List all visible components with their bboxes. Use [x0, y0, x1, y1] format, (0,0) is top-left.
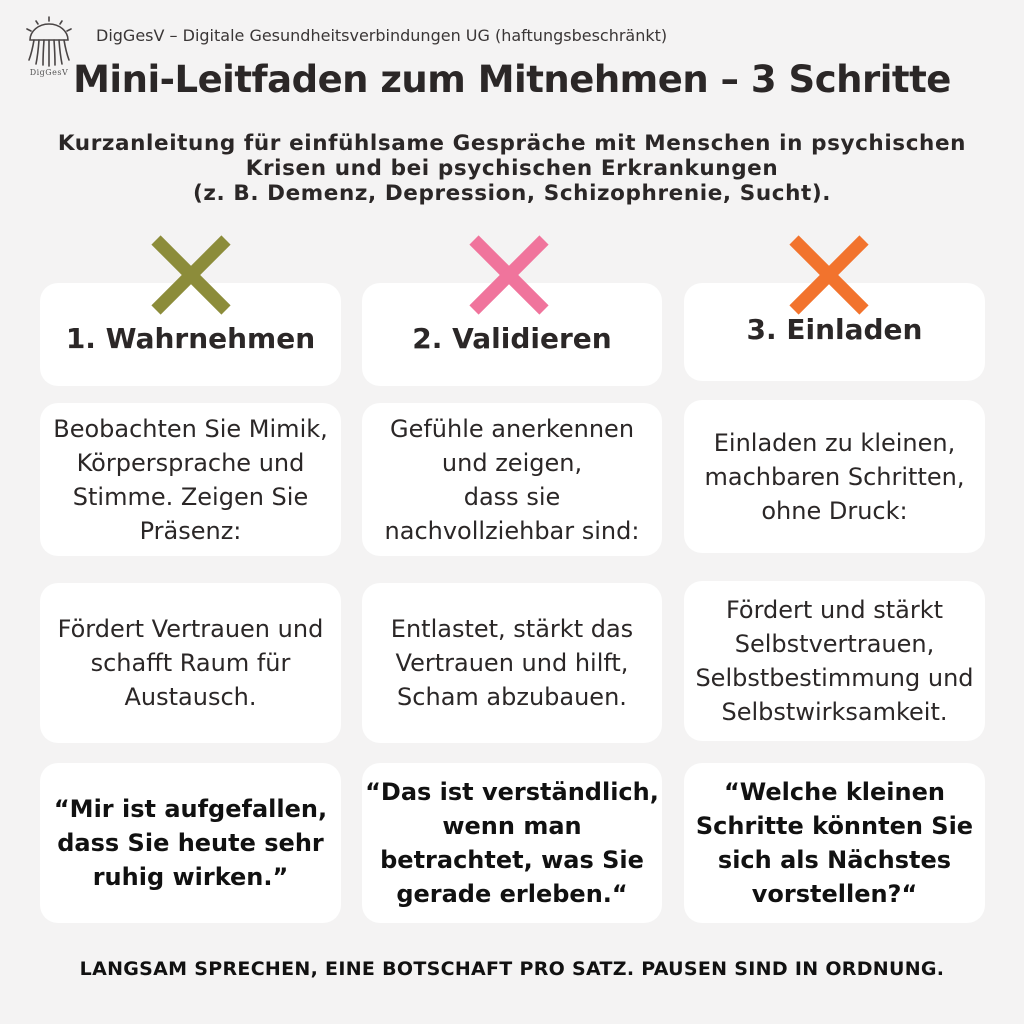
page-title: Mini-Leitfaden zum Mitnehmen – 3 Schritte: [73, 58, 951, 101]
subtitle-line: (z. B. Demenz, Depression, Schizophrenie, Sucht).: [192, 181, 832, 206]
text-line: Scham abzubauen.: [397, 683, 627, 711]
subtitle-line: Kurzanleitung für einfühlsame Gespräche mit Menschen in psychischen: [57, 131, 967, 156]
text-line: Fördert Vertrauen und: [57, 615, 324, 643]
text-line: Stimme. Zeigen Sie: [72, 482, 309, 511]
text-line: Vertrauen und hilft,: [395, 649, 629, 677]
text-line: sich als Nächstes: [717, 846, 952, 874]
text-line: nachvollziehbar sind:: [384, 516, 640, 545]
step-2-heading: 2. Validieren: [412, 322, 612, 355]
text-line: “Das ist verständlich,: [365, 778, 659, 806]
step-1-description: [47, 412, 334, 548]
text-line: Präsenz:: [139, 516, 242, 545]
step-3-quote: [696, 775, 973, 911]
step-3-heading: 3. Einladen: [746, 312, 923, 346]
text-line: betrachtet, was Sie: [380, 846, 644, 874]
step-2-description-card: [362, 403, 662, 556]
step-1-heading: 1. Wahrnehmen: [65, 322, 316, 355]
text-line: gerade erleben.“: [396, 880, 628, 908]
text-line: vorstellen?“: [751, 880, 918, 908]
step-1-benefit-card: [40, 583, 341, 743]
step-2-benefit-card: [362, 583, 662, 743]
step-3-description-card: [684, 400, 985, 553]
footer-note: LANGSAM SPRECHEN, EINE BOTSCHAFT PRO SATZ. PAUSEN SIND IN ORDNUNG.: [79, 958, 945, 980]
step-2-quote-card: [362, 763, 662, 923]
step-3-benefit-card: [684, 581, 985, 741]
step-1-benefit: [52, 612, 330, 714]
text-line: Austausch.: [124, 683, 257, 711]
text-line: Körpersprache und: [76, 448, 305, 477]
text-line: ruhig wirken.”: [92, 863, 289, 891]
step-1-cross-icon: [148, 232, 234, 318]
text-line: machbaren Schritten,: [704, 462, 965, 491]
step-1-description-card: [40, 403, 341, 556]
step-3-quote-card: [684, 763, 985, 923]
step-2-description: [379, 412, 646, 548]
step-2-quote: [365, 775, 659, 911]
logo-text: DigGesV: [29, 68, 69, 77]
text-line: Beobachten Sie Mimik,: [53, 414, 328, 443]
subtitle: [20, 131, 1004, 206]
text-line: Entlastet, stärkt das: [390, 615, 634, 643]
step-3-cross-icon: [786, 232, 872, 318]
text-line: Einladen zu kleinen,: [713, 428, 956, 457]
text-line: Selbstvertrauen,: [734, 630, 935, 658]
text-line: Selbstbestimmung und: [695, 664, 974, 692]
text-line: Schritte könnten Sie: [695, 812, 974, 840]
step-1-quote: [54, 792, 327, 894]
text-line: “Welche kleinen: [724, 778, 945, 806]
text-line: wenn man: [442, 812, 582, 840]
text-line: Fördert und stärkt: [725, 596, 944, 624]
step-2-cross-icon: [466, 232, 552, 318]
text-line: und zeigen,: [441, 448, 583, 477]
subtitle-line: Krisen und bei psychischen Erkrankungen: [245, 156, 779, 181]
text-line: dass Sie heute sehr: [57, 829, 324, 857]
text-line: Gefühle anerkennen: [389, 414, 635, 443]
text-line: dass sie: [463, 482, 561, 511]
step-1-quote-card: [40, 763, 341, 923]
step-3-description: [699, 426, 971, 528]
text-line: schafft Raum für: [90, 649, 291, 677]
text-line: Selbstwirksamkeit.: [721, 698, 948, 726]
step-2-benefit: [385, 612, 639, 714]
step-3-benefit: [689, 593, 979, 729]
company-name: DigGesV – Digitale Gesundheitsverbindungen UG (haftungsbeschränkt): [96, 26, 668, 45]
text-line: “Mir ist aufgefallen,: [53, 795, 328, 823]
text-line: ohne Druck:: [761, 496, 908, 525]
